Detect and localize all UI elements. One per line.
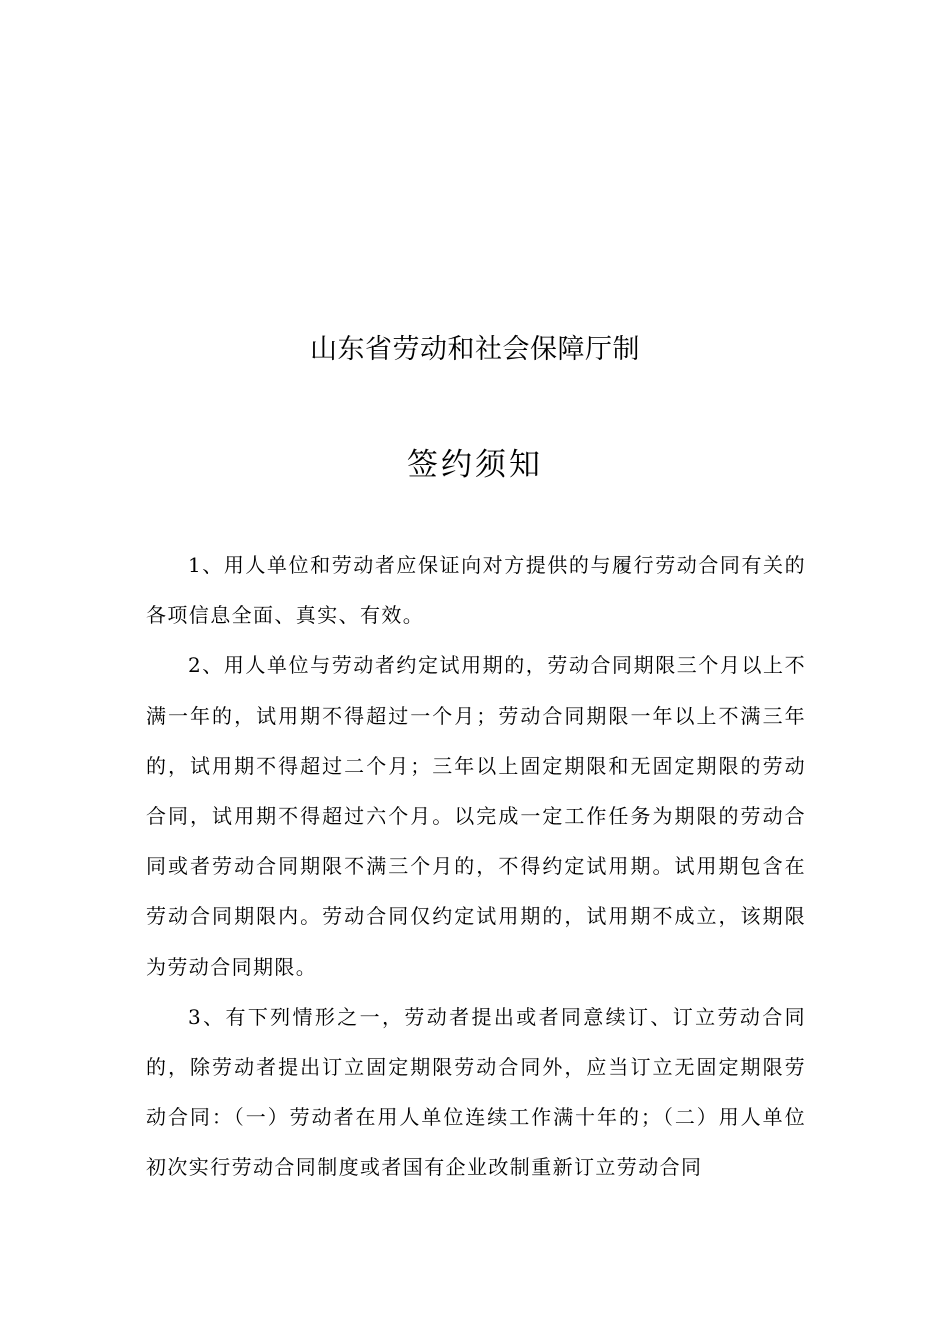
document-body [146,540,806,1193]
paragraph-1: 1、用人单位和劳动者应保证向对方提供的与履行劳动合同有关的各项信息全面、真实、有效。 [146,553,806,628]
paragraph-2: 2、用人单位与劳动者约定试用期的，劳动合同期限三个月以上不满一年的，试用期不得超过一个月；劳动合同期限一年以上不满三年的，试用期不得超过二个月；三年以上固定期限和无固定期限的劳动合同，试用期不得超过六个月。以完成一定工作任务为期限的劳动合同或者劳动合同期限不满三个月的，不得约定试用期。试用期包含在劳动合同期限内。劳动合同仅约定试用期的，试用期不成立，该期限为劳动合同期限。 [146,653,806,979]
document-title: 签约须知 [407,447,543,483]
paragraph-3: 3、有下列情形之一，劳动者提出或者同意续订、订立劳动合同的，除劳动者提出订立固定期限劳动合同外，应当订立无固定期限劳动合同：（一）劳动者在用人单位连续工作满十年的；（二）用人单位初次实行劳动合同制度或者国有企业改制重新订立劳动合同 [146,1004,806,1180]
issuer-line: 山东省劳动和社会保障厅制 [310,334,640,365]
